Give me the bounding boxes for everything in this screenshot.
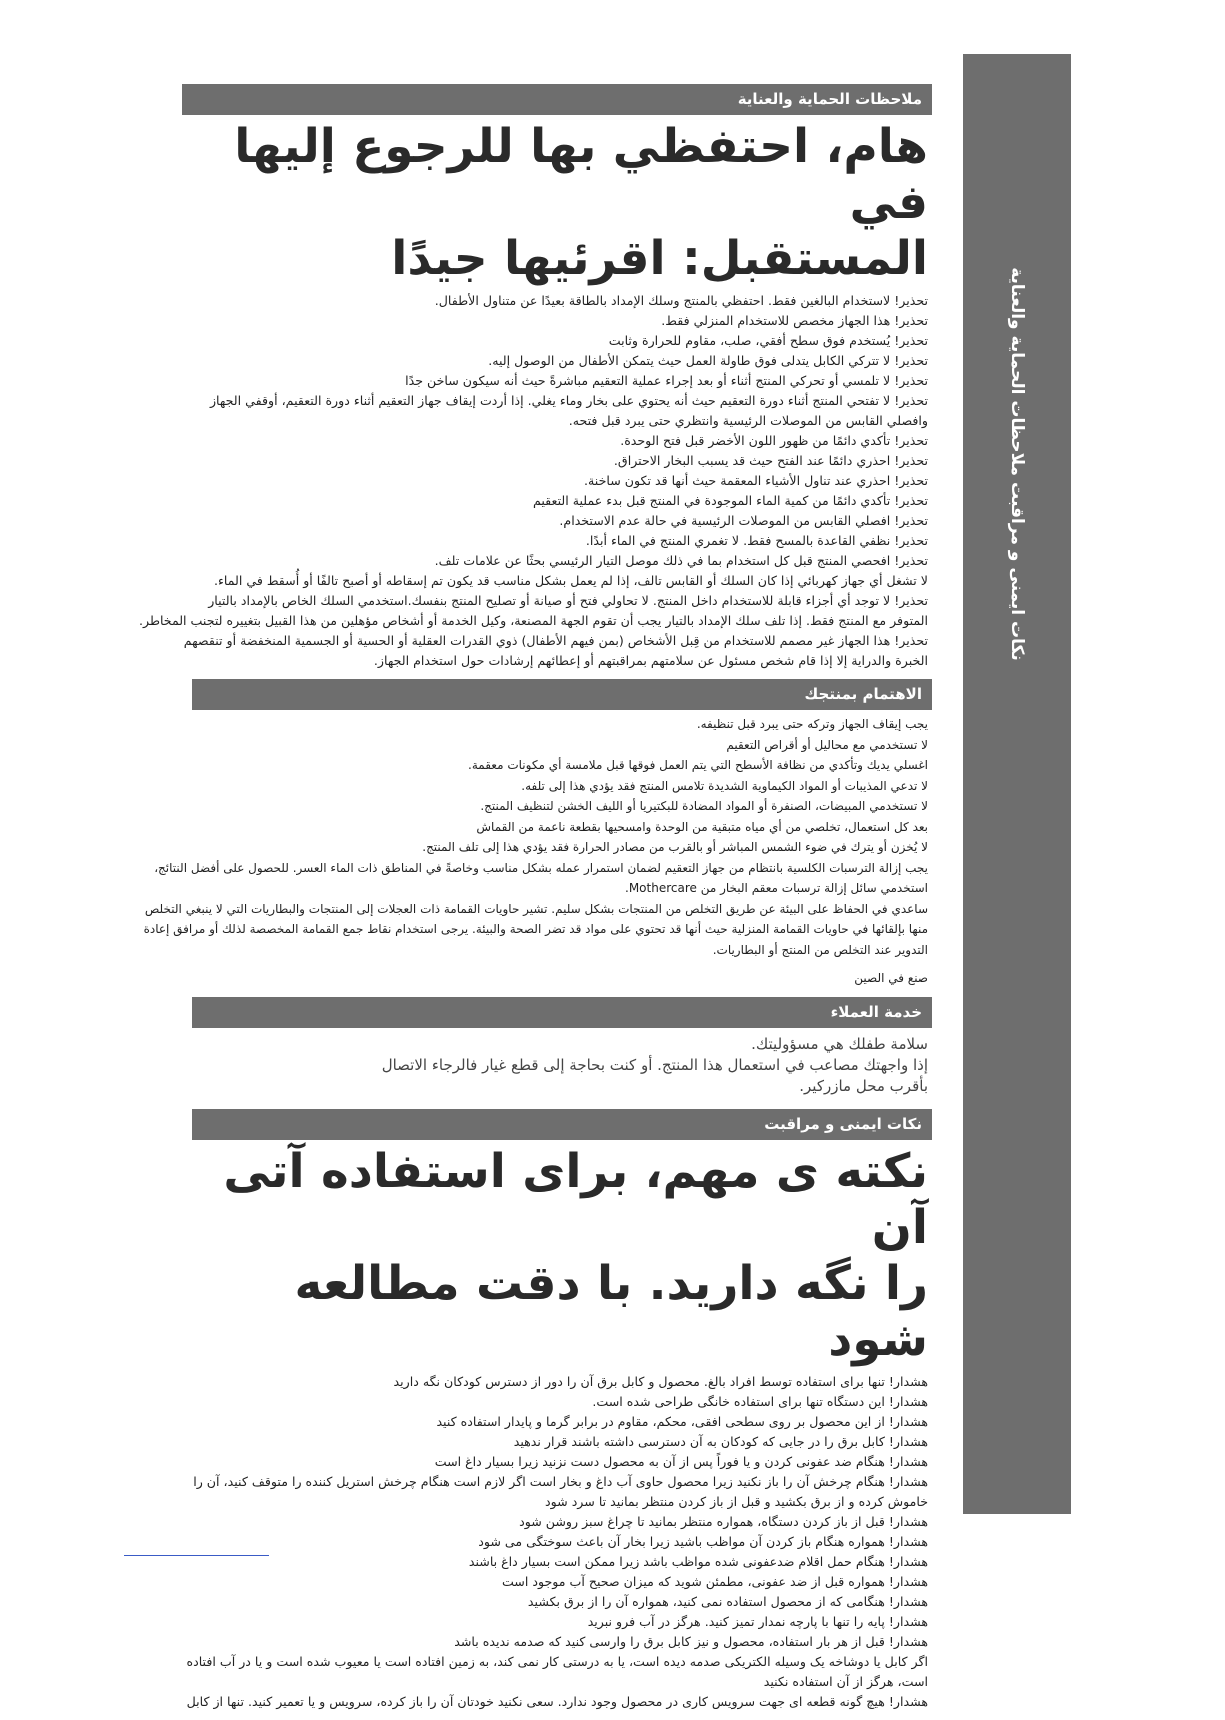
warning-line: تحذير! هذا الجهاز مخصص للاستخدام المنزلي فقط. <box>661 313 928 328</box>
footer-link-underline <box>124 1555 269 1556</box>
care-line: يجب إزالة الترسبات الكلسية بانتظام من جهاز التعقيم لضمان استمرار عمله بشكل مناسب وخاصةً في المناطق ذات الماء العسر. للحصول على أفضل النتائج، <box>154 860 928 875</box>
warning-line-fa: هشدار! این دستگاه تنها برای استفاده خانگی طراحی شده است. <box>592 1393 928 1409</box>
persian-title <box>182 1144 928 1368</box>
warning-line: تحذير! لا تتركي الكابل يتدلى فوق طاولة العمل حيث يتمكن الأطفال من الوصول إليه. <box>488 353 928 368</box>
warning-line-fa: هشدار! هنگام حمل اقلام ضدعفونی شده مواظب باشد زیرا ممکن است بسیار داغ باشند <box>468 1553 928 1569</box>
care-line: استخدمي سائل إزالة ترسبات معقم البخار من Mothercare. <box>624 881 928 895</box>
warning-line-fa: هشدار! پایه را تنها با پارچه نمدار تمیز کنید. هرگز در آب فرو نبرید <box>587 1613 928 1629</box>
customer-line: بأقرب محل مازركير. <box>799 1076 928 1095</box>
warning-line: تحذير! هذا الجهاز غير مصمم للاستخدام من قِبل الأشخاص (بمن فيهم الأطفال) ذوي القدرات العقلية أو الحسية أو الجسمية المنخفضة أو تنقصهم <box>183 633 928 648</box>
care-instructions <box>143 714 928 960</box>
warning-line: تحذير! لا تلمسي أو تحركي المنتج أثناء أو بعد إجراء عملية التعقيم مباشرةً حيث أنه سيكون ساخن جدًا <box>405 373 928 388</box>
care-line: التدوير عند التخلص من المنتج أو البطاريات. <box>712 942 928 957</box>
warning-line-fa: هشدار! همواره هنگام باز کردن آن مواظب باشید زیرا بخار آن باعث سوختگی می شود <box>478 1533 928 1549</box>
safety-title <box>182 119 928 287</box>
made-in <box>182 968 928 989</box>
warning-line-fa: هشدار! همواره قبل از ضد عفونی، مطمئن شوید که میزان صحیح آب موجود است <box>501 1573 928 1589</box>
warning-line-fa: هشدار! هیچ گونه قطعه ای جهت سرویس کاری در محصول وجود ندارد. سعی نکنید خودتان آن را باز کرده، سرویس و یا تعمیر کنید. تنها از کابل <box>186 1693 928 1709</box>
warning-line: المتوفر مع المنتج فقط. إذا تلف سلك الإمداد بالتيار يجب أن تقوم الجهة المصنعة، وكيل الخدمة أو أشخاص مؤهلين من هذا القبيل بتغييره لتجنب المخاطر. <box>139 613 928 628</box>
persian-warnings <box>182 1372 928 1712</box>
document-body <box>139 84 932 1720</box>
warning-line: تحذير! افحصي المنتج قبل كل استخدام بما في ذلك موصل التيار الرئيسي بحثًا عن علامات تلف. <box>434 553 928 568</box>
care-line: لا تستخدمي مع محاليل أو أقراص التعقيم <box>726 737 928 752</box>
warning-line-fa: هشدار! هنگام چرخش آن را باز نکنید زیرا محصول حاوی آب داغ و بخار است اگر لازم است هنگام چرخش استریل کننده را متوقف کنید، آن را <box>193 1473 928 1489</box>
warning-line-fa: هشدار! قبل از باز کردن دستگاه، همواره منتظر بمانید تا چراغ سبز روشن شود <box>519 1513 928 1529</box>
section-bar-safety: ملاحظات الحماية والعناية <box>182 84 932 115</box>
section-bar-persian: نكات ايمنى و مراقبت <box>192 1109 932 1140</box>
warning-line-fa: هشدار! هنگام ضد عفونی کردن و یا فوراً پس از آن به محصول دست نزنید زیرا بسیار داغ است <box>434 1453 928 1469</box>
warning-line: تحذير! لا توجد أي أجزاء قابلة للاستخدام داخل المنتج. لا تحاولي فتح أو صيانة أو تصليح المنتج بنفسك.استخدمي السلك الخاص بالإمداد بالتيار <box>208 593 928 608</box>
care-line: بعد كل استعمال، تخلصي من أي مياه متبقية من الوحدة وامسحيها بقطعة ناعمة من القماش <box>476 819 928 834</box>
warning-line: وافصلي القابس من الموصلات الرئيسية وانتظري حتى يبرد قبل فتحه. <box>568 413 928 428</box>
care-line: لا تدعي المذيبات أو المواد الكيماوية الشديدة تلامس المنتج فقد يؤدي هذا إلى تلفه. <box>521 778 928 793</box>
warning-line-fa: هشدار! هنگامی که از محصول استفاده نمی کنید، همواره آن را از برق بکشید <box>527 1593 928 1609</box>
section-bar-care: الاهتمام بمنتجك <box>192 679 932 710</box>
customer-line: إذا واجهتك مصاعب في استعمال هذا المنتج. أو كنت بحاجة إلى قطع غيار فالرجاء الاتصال <box>381 1055 928 1074</box>
care-line: منها بإلقائها في حاويات القمامة المنزلية حيث أنها قد تحتوي على مواد قد تضر الصحة والبيئة. يرجى استخدام نقاط جمع القمامة المخصصة لذلك أو مرافق إعادة <box>143 922 928 936</box>
warning-line: تحذير! لاستخدام البالغين فقط. احتفظي بالمنتج وسلك الإمداد بالطاقة بعيدًا عن متناول الأطفال. <box>434 293 928 308</box>
persian-title-line: نکته ی مهم، برای استفاده آتی آن <box>223 1143 928 1255</box>
care-line: يجب إيقاف الجهاز وتركه حتى يبرد قبل تنظيفه. <box>696 717 928 731</box>
warning-line: تحذير! افصلي القابس من الموصلات الرئيسية في حالة عدم الاستخدام. <box>559 513 928 528</box>
safety-title-line: هام، احتفظي بها للرجوع إليها في <box>234 119 928 230</box>
side-tab <box>963 54 1071 1514</box>
warning-line: تحذير! احذري دائمًا عند الفتح حيث قد يسبب البخار الاحتراق. <box>613 453 928 468</box>
warning-line-fa: هشدار! کابل برق را در جایی که کودکان به آن دسترسی داشته باشند قرار ندهید <box>513 1433 928 1449</box>
warning-line: تحذير! تأكدي دائمًا من كمية الماء الموجودة في المنتج قبل بدء عملية التعقيم <box>532 493 928 508</box>
warning-line-fa: هشدار! قبل از هر بار استفاده، محصول و نیز کابل برق را وارسی کنید که صدمه ندیده باشد <box>454 1633 928 1649</box>
persian-title-line: را نگه دارید. با دقت مطالعه شود <box>294 1255 928 1367</box>
care-line: لا تستخدمي المبيضات، الصنفرة أو المواد المضادة للبكتيريا أو الليف الخشن لتنظيف المنتج. <box>480 799 928 813</box>
warning-line-fa: اگر کابل یا دوشاخه یک وسیله الکتریکی صدمه دیده است، یا به درستی کار نمی کند، به زمین افتاده است یا معیوب شده است و یا در آب افتاده <box>186 1653 928 1669</box>
warning-line-fa: هشدار! از این محصول بر روی سطحی افقی، محکم، مقاوم در برابر گرما و پایدار استفاده کنید <box>436 1413 928 1429</box>
warning-line-fa: است، هرگز از آن استفاده نکنید <box>763 1673 928 1689</box>
made-in-text: صنع في الصين <box>854 971 928 985</box>
warning-line: تحذير! يُستخدم فوق سطح أفقي، صلب، مقاوم للحرارة وثابت <box>608 333 928 348</box>
customer-service-text <box>182 1034 928 1097</box>
warning-line: تحذير! لا تفتحي المنتج أثناء دورة التعقيم حيث أنه يحتوي على بخار وماء يغلي. إذا أردت إيقاف جهاز التعقيم أثناء دورة التعقيم، أوقفي الجهاز <box>209 393 928 408</box>
warning-line-fa: خاموش کرده و از برق بکشید و قبل از باز کردن منتظر بمانید تا سرد شود <box>545 1493 928 1509</box>
care-line: لا يُخزن أو يترك في ضوء الشمس المباشر أو بالقرب من مصادر الحرارة فقد يؤدي هذا إلى تلف المنتج. <box>422 840 928 854</box>
side-tab-label: نكات ايمنى و مراقبت ملاحظات الحماية والعناية <box>1007 267 1027 661</box>
section-bar-customer: خدمة العملاء <box>192 997 932 1028</box>
warning-line: الخبرة والدراية إلا إذا قام شخص مسئول عن سلامتهم بمراقبتهم أو إعطائهم إرشادات حول استخدام الجهاز. <box>373 653 928 668</box>
safety-title-line: المستقبل: اقرئيها جيدًا <box>391 231 928 286</box>
safety-warnings <box>139 291 928 671</box>
care-line: ساعدي في الحفاظ على البيئة عن طريق التخلص من المنتجات بشكل سليم. تشير حاويات القمامة ذات العجلات إلى المنتجات والبطاريات التي لا ينبغي التخلص <box>144 901 928 916</box>
care-line: اغسلي يديك وتأكدي من نظافة الأسطح التي يتم العمل فوقها قبل ملامسة أي مكونات معقمة. <box>468 758 928 772</box>
warning-line: تحذير! احذري عند تناول الأشياء المعقمة حيث أنها قد تكون ساخنة. <box>584 473 928 488</box>
warning-line: تحذير! تأكدي دائمًا من ظهور اللون الأخضر قبل فتح الوحدة. <box>620 433 928 448</box>
warning-line: تحذير! نظفي القاعدة بالمسح فقط. لا تغمري المنتج في الماء أبدًا. <box>585 533 928 548</box>
warning-line-fa: هشدار! تنها برای استفاده توسط افراد بالغ. محصول و کابل برق آن را دور از دسترس کودکان نگه دارید <box>393 1373 928 1389</box>
warning-line: لا تشغل أي جهاز كهربائي إذا كان السلك أو القابس تالف، إذا لم يعمل بشكل مناسب قد يكون تم إسقاطه أو أصبح تالفًا أو أُسقط في الماء. <box>213 573 928 588</box>
customer-line: سلامة طفلك هي مسؤوليتك. <box>751 1034 928 1053</box>
